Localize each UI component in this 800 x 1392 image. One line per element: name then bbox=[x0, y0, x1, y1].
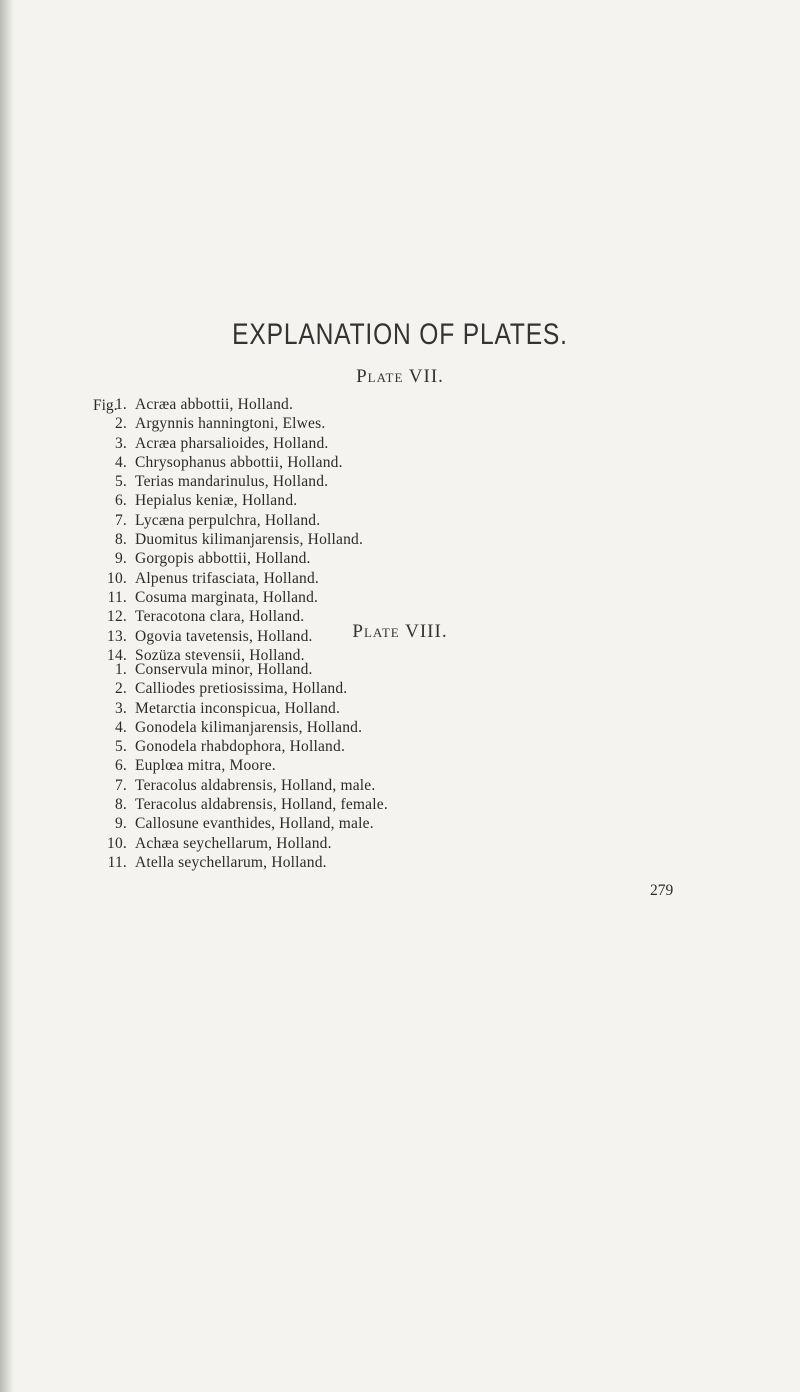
species-entry: Acræa abbottii, Holland. bbox=[135, 396, 294, 413]
species-entry: Callosune evanthides, Holland, male. bbox=[135, 815, 374, 833]
list-item bbox=[106, 679, 388, 698]
fig-number: 10. bbox=[107, 569, 127, 587]
fig-number: 14. bbox=[107, 646, 127, 664]
fig-number: 8. bbox=[114, 796, 127, 814]
fig-number: 5. bbox=[114, 473, 127, 491]
species-entry: Lycæna perpulchra, Holland. bbox=[135, 511, 321, 529]
page-number: 279 bbox=[650, 882, 674, 899]
species-entry: Duomitus kilimanjarensis, Holland. bbox=[135, 531, 364, 549]
species-entry: Acræa pharsalioides, Holland. bbox=[135, 434, 329, 452]
fig-number: 4. bbox=[114, 453, 127, 471]
list-item bbox=[106, 491, 363, 510]
list-item bbox=[106, 699, 388, 718]
species-entry: Atella seychellarum, Holland. bbox=[135, 853, 327, 871]
species-entry: Achæa seychellarum, Holland. bbox=[135, 834, 332, 852]
species-entry: Euplœa mitra, Moore. bbox=[135, 757, 276, 775]
fig-number: 5. bbox=[114, 738, 127, 756]
fig-number: 7. bbox=[114, 511, 127, 529]
list-item bbox=[106, 660, 388, 679]
list-item bbox=[106, 453, 363, 472]
species-entry: Conservula minor, Holland. bbox=[135, 661, 313, 678]
species-entry: Terias mandarinulus, Holland. bbox=[135, 473, 329, 491]
list-item bbox=[106, 530, 363, 549]
fig-number: 3. bbox=[114, 699, 127, 717]
species-entry: Argynnis hanningtoni, Elwes. bbox=[135, 415, 326, 433]
list-item bbox=[106, 569, 363, 588]
fig-number: 2. bbox=[114, 680, 127, 698]
list-item bbox=[106, 511, 363, 530]
species-entry: Teracotona clara, Holland. bbox=[135, 608, 305, 626]
list-item bbox=[106, 853, 388, 872]
fig-number: 1. bbox=[114, 661, 127, 678]
list-item bbox=[106, 756, 388, 775]
list-item bbox=[106, 795, 388, 814]
fig-number: 9. bbox=[114, 550, 127, 568]
list-item bbox=[106, 814, 388, 833]
fig-number: 11. bbox=[107, 588, 127, 606]
species-entry: Sozüza stevensii, Holland. bbox=[135, 646, 305, 664]
species-entry: Metarctia inconspicua, Holland. bbox=[135, 699, 341, 717]
fig-number: 13. bbox=[107, 627, 127, 645]
species-entry: Cosuma marginata, Holland. bbox=[135, 588, 319, 606]
list-item bbox=[106, 834, 388, 853]
species-entry: Teracolus aldabrensis, Holland, female. bbox=[135, 796, 388, 814]
fig-number: 11. bbox=[107, 853, 127, 871]
list-item bbox=[106, 549, 363, 568]
plate-vii-heading: Plate VII. bbox=[356, 366, 444, 387]
list-item bbox=[106, 737, 388, 756]
fig-number: 3. bbox=[114, 434, 127, 452]
fig-number: 12. bbox=[107, 608, 127, 626]
list-item bbox=[106, 718, 388, 737]
fig-number: 2. bbox=[114, 415, 127, 433]
species-entry: Gonodela kilimanjarensis, Holland. bbox=[135, 718, 363, 736]
fig-number: 7. bbox=[114, 776, 127, 794]
species-entry: Gorgopis abbottii, Holland. bbox=[135, 550, 311, 568]
species-entry: Ogovia tavetensis, Holland. bbox=[135, 627, 313, 645]
list-item bbox=[106, 395, 363, 414]
species-entry: Calliodes pretiosissima, Holland. bbox=[135, 680, 348, 698]
list-item bbox=[106, 776, 388, 795]
page-title: EXPLANATION OF PLATES. bbox=[232, 318, 568, 351]
fig-number: 10. bbox=[107, 834, 127, 852]
fig-label: Fig. bbox=[93, 397, 118, 414]
fig-number: 1. bbox=[114, 396, 127, 413]
species-entry: Hepialus keniæ, Holland. bbox=[135, 492, 298, 510]
species-entry: Teracolus aldabrensis, Holland, male. bbox=[135, 776, 376, 794]
list-item bbox=[106, 472, 363, 491]
species-entry: Alpenus trifasciata, Holland. bbox=[135, 569, 319, 587]
plate-viii-list bbox=[106, 660, 388, 872]
species-entry: Chrysophanus abbottii, Holland. bbox=[135, 453, 343, 471]
fig-number: 9. bbox=[114, 815, 127, 833]
list-item bbox=[106, 588, 363, 607]
list-item bbox=[106, 414, 363, 433]
fig-number: 4. bbox=[114, 718, 127, 736]
species-entry: Gonodela rhabdophora, Holland. bbox=[135, 738, 346, 756]
fig-number: 8. bbox=[114, 531, 127, 549]
plate-viii-heading: Plate VIII. bbox=[352, 621, 448, 642]
list-item bbox=[106, 434, 363, 453]
fig-number: 6. bbox=[114, 492, 127, 510]
fig-number: 6. bbox=[114, 757, 127, 775]
